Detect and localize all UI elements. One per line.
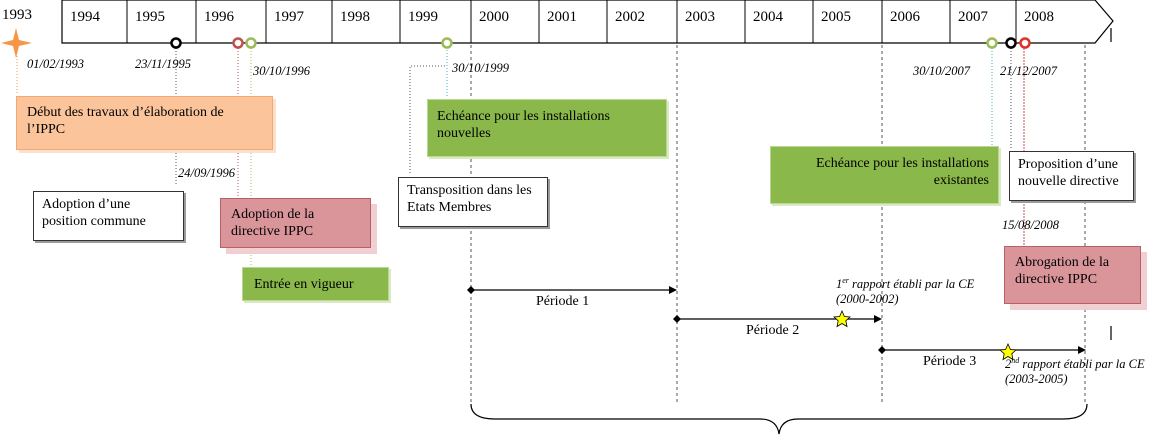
year-label-2007: 2007 — [958, 9, 988, 25]
year-label-1998: 1998 — [340, 9, 370, 25]
date-label: 30/10/2007 — [913, 64, 970, 78]
date-label: 01/02/1993 — [27, 57, 84, 71]
date-label: 23/11/1995 — [135, 57, 192, 71]
year-label-2008: 2008 — [1024, 9, 1054, 25]
event-transposition: Transposition dans les Etats Membres — [398, 177, 548, 227]
period-2-arrow — [673, 315, 882, 323]
period-1-label: Période 1 — [536, 294, 590, 309]
year-label-1996: 1996 — [204, 9, 234, 25]
event-echeance-nouvelles: Echéance pour les installations nouvelles — [427, 99, 667, 157]
event-debut: Début des travaux d’élaboration de l’IPPC — [16, 96, 273, 150]
report-note-1: 1er rapport établi par la CE (2000-2002) — [836, 276, 975, 307]
year-label-1997: 1997 — [274, 9, 304, 25]
date-label: 21/12/2007 — [1000, 64, 1057, 78]
report-note-2: 2nd rapport établi par la CE (2003-2005) — [1005, 356, 1145, 387]
year-label-1999: 1999 — [408, 9, 438, 25]
year-label-1993: 1993 — [2, 7, 32, 23]
date-label: 30/10/1996 — [253, 64, 310, 78]
date-label: 24/09/1996 — [178, 166, 235, 180]
period-1-arrow — [467, 286, 677, 294]
event-abrogation: Abrogation de la directive IPPC — [1004, 246, 1141, 304]
year-label-1994: 1994 — [70, 9, 100, 25]
date-label: 30/10/1999 — [452, 61, 509, 75]
event-echeance-existantes: Echéance pour les installations existantes — [770, 146, 999, 204]
event-entree-vigueur: Entrée en vigueur — [242, 267, 389, 301]
year-label-1995: 1995 — [135, 9, 165, 25]
period-3-label: Période 3 — [923, 354, 977, 369]
year-label-2005: 2005 — [821, 9, 851, 25]
year-label-2006: 2006 — [890, 9, 920, 25]
event-adoption-directive: Adoption de la directive IPPC — [220, 198, 371, 248]
report-star-1 — [834, 311, 850, 327]
year-label-2002: 2002 — [615, 9, 645, 25]
period-2-label: Période 2 — [746, 323, 800, 338]
event-proposition: Proposition d’une nouvelle directive — [1009, 151, 1134, 201]
date-label: 15/08/2008 — [1002, 218, 1059, 232]
event-adoption-position: Adoption d’une position commune — [33, 191, 184, 241]
year-label-2001: 2001 — [547, 9, 577, 25]
year-label-2003: 2003 — [685, 9, 715, 25]
year-label-2000: 2000 — [479, 9, 509, 25]
brace — [471, 404, 1087, 434]
year-label-2004: 2004 — [753, 9, 783, 25]
